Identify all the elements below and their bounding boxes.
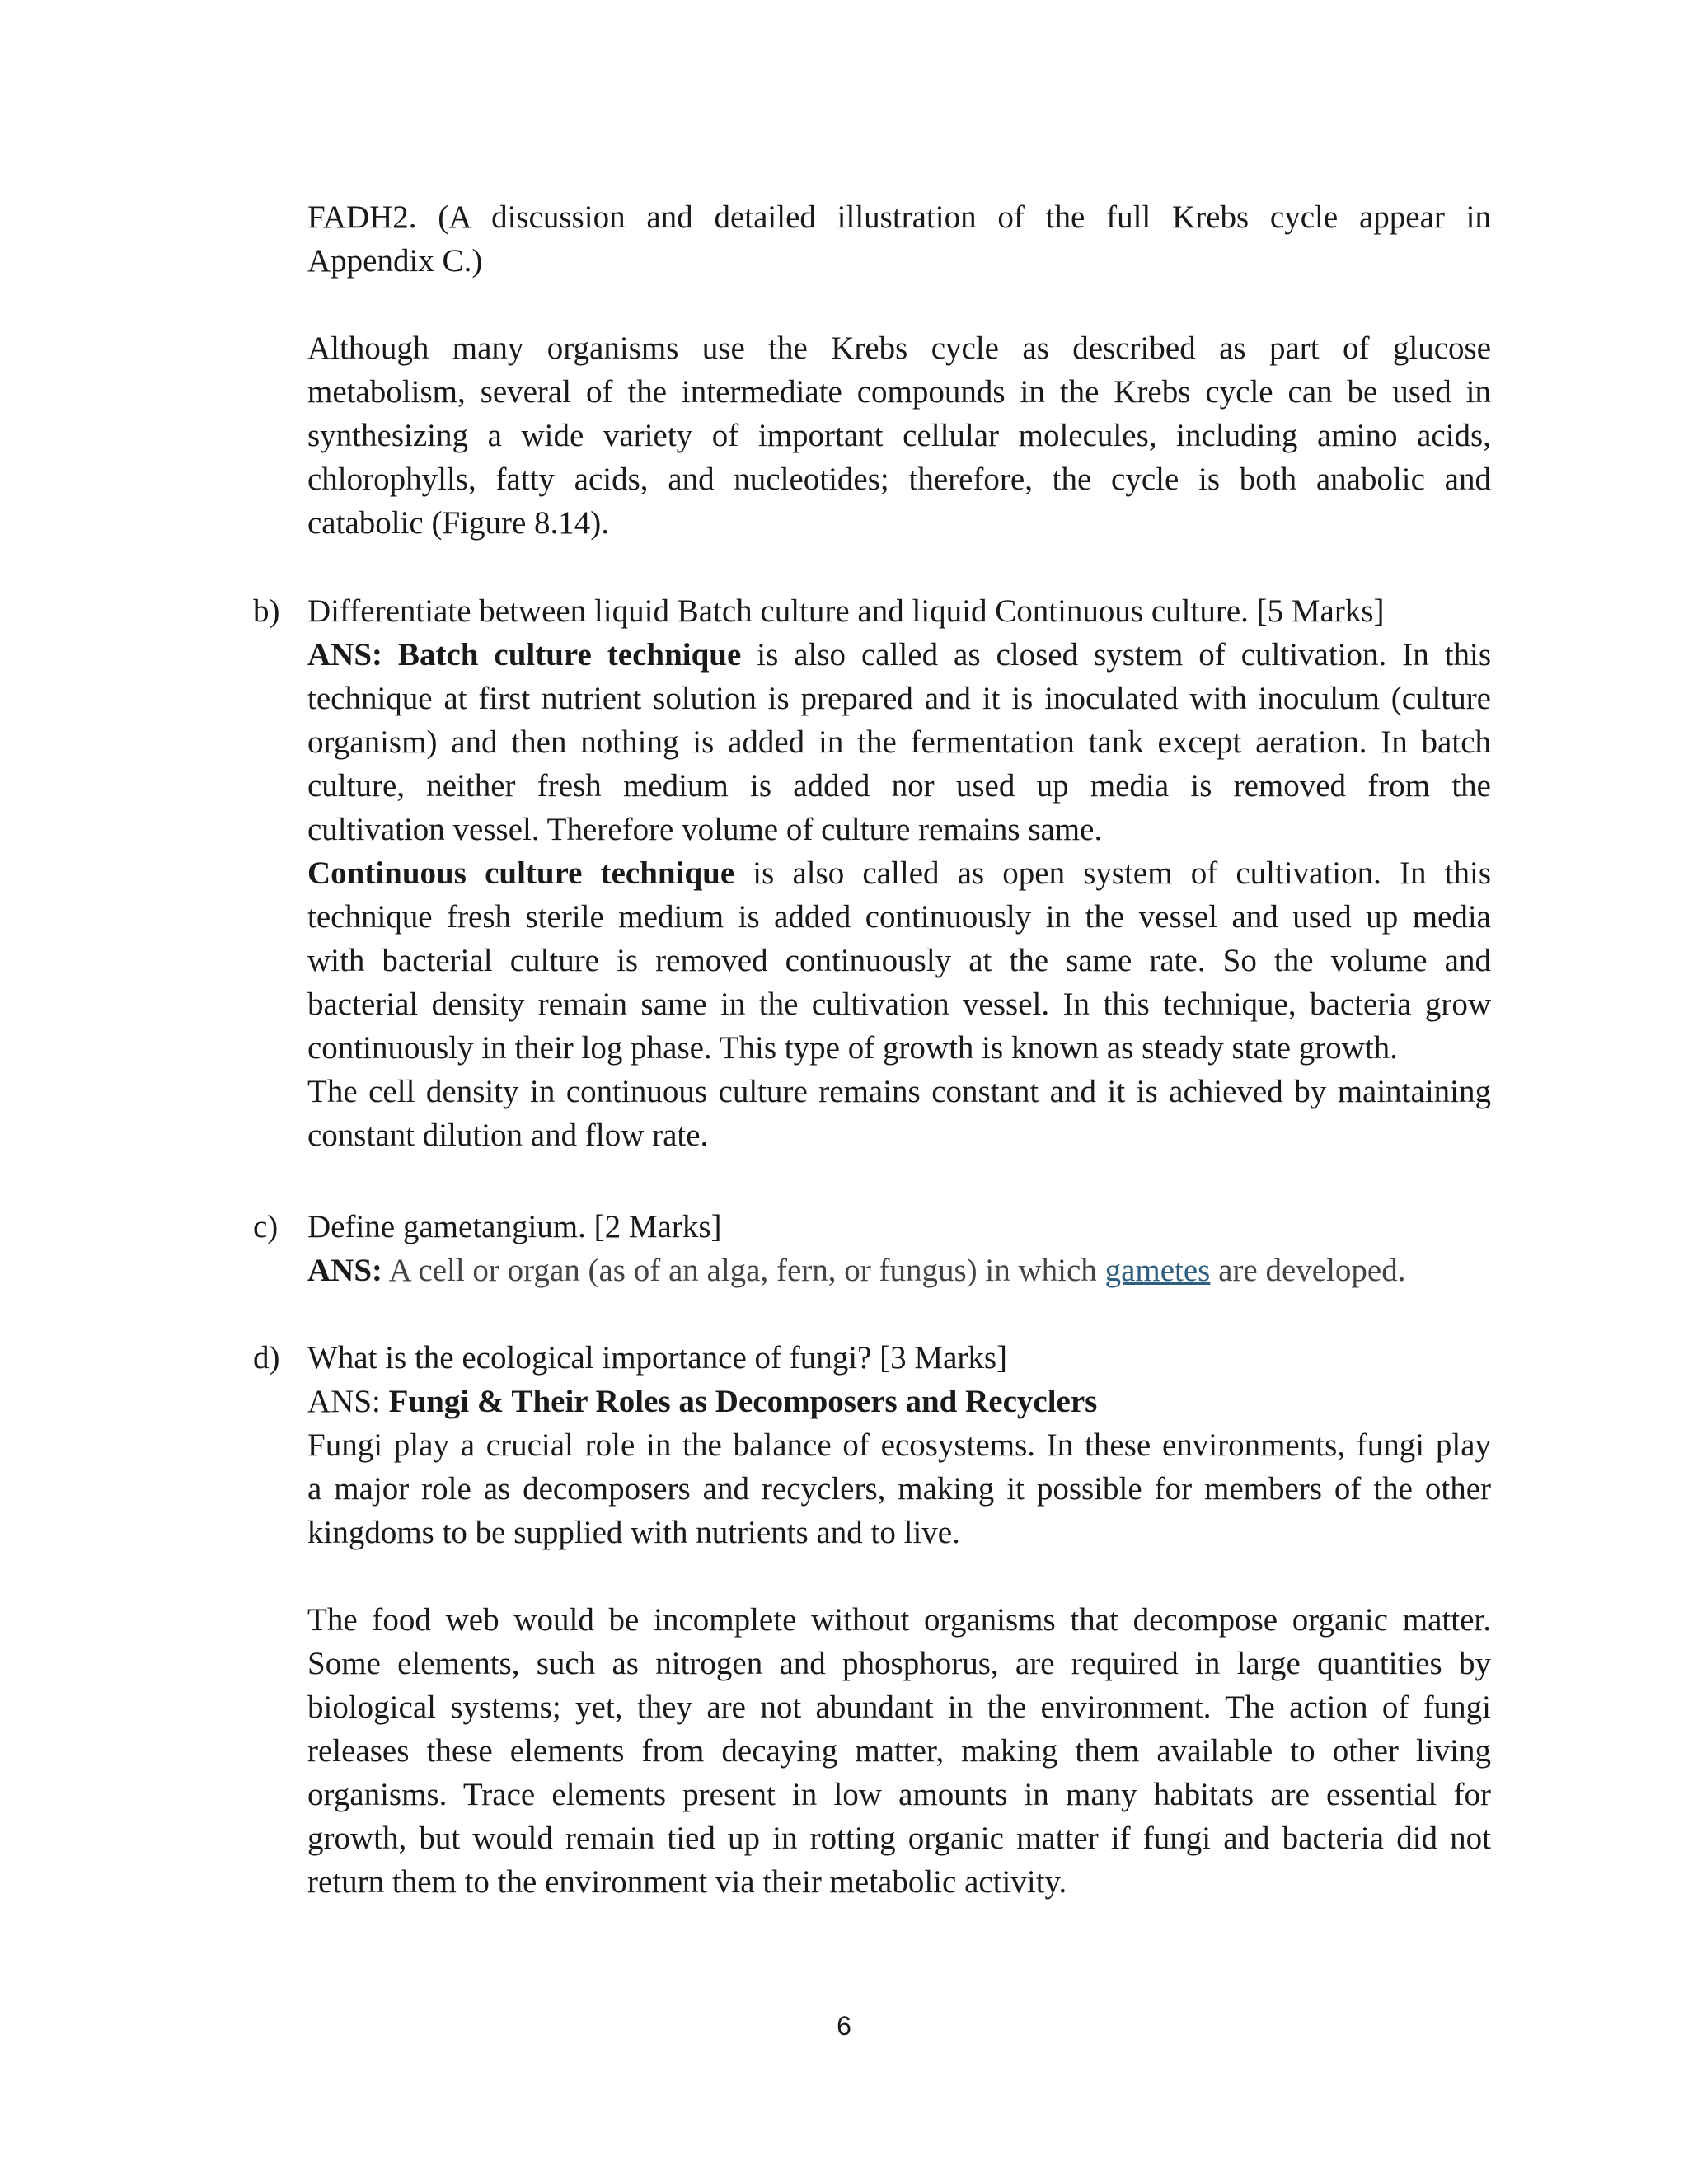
page-number: 6 — [837, 2011, 851, 2041]
text-line: releases these elements from decaying matter, making them available to other living — [307, 1733, 1491, 1769]
ans-label: ANS: — [307, 1253, 383, 1288]
continuous-first-rest: is also called as open system of cultivation. In this — [753, 855, 1491, 891]
question-marker-c: c) — [253, 1209, 279, 1244]
text-line: metabolism, several of the intermediate compounds in the Krebs cycle can be used in — [307, 374, 1491, 410]
text-line: culture, neither fresh medium is added nor used up media is removed from the — [307, 768, 1491, 804]
text-line: organisms. Trace elements present in low amounts in many habitats are essential for — [307, 1777, 1491, 1812]
text-line: kingdoms to be supplied with nutrients and to live. — [307, 1515, 960, 1550]
ans-label: ANS: — [307, 1384, 381, 1419]
question-text: Define gametangium. [2 Marks] — [307, 1209, 722, 1244]
text-line: Although many organisms use the Krebs cycle as described as part of glucose — [307, 330, 1491, 366]
batch-first-rest: is also called as closed system of cultivation. In this — [757, 637, 1492, 673]
text-line: continuously in their log phase. This type of growth is known as steady state growth. — [307, 1030, 1398, 1066]
text-line: a major role as decomposers and recyclers, making it possible for members of the other — [307, 1471, 1491, 1507]
text-line: bacterial density remain same in the cultivation vessel. In this technique, bacteria grow — [307, 987, 1491, 1022]
text-line: FADH2. (A discussion and detailed illustration of the full Krebs cycle appear in — [307, 199, 1491, 235]
gametes-link[interactable]: gametes — [1104, 1253, 1211, 1288]
text-line: organism) and then nothing is added in the fermentation tank except aeration. In batch — [307, 724, 1491, 760]
text-line: return them to the environment via their metabolic activity. — [307, 1864, 1067, 1900]
answer-heading-line — [307, 1380, 1491, 1423]
text-line: Fungi play a crucial role in the balance of ecosystems. In these environments, fungi play — [307, 1427, 1491, 1463]
text-line: biological systems; yet, they are not abundant in the environment. The action of fungi — [307, 1690, 1491, 1725]
continuous-culture-term: Continuous culture technique — [307, 855, 735, 891]
text-line: Appendix C.) — [307, 243, 483, 279]
continuous-first-line — [307, 851, 1491, 895]
batch-culture-term: Batch culture technique — [397, 637, 742, 673]
text-line: chlorophylls, fatty acids, and nucleotides; therefore, the cycle is both anabolic and — [307, 462, 1491, 497]
text-line: with bacterial culture is removed continuously at the same rate. So the volume and — [307, 943, 1491, 978]
question-c — [307, 1205, 1491, 1292]
text-line: catabolic (Figure 8.14). — [307, 505, 610, 541]
question-text: What is the ecological importance of fungi? [3 Marks] — [307, 1340, 1008, 1376]
answer-heading: Fungi & Their Roles as Decomposers and Recyclers — [388, 1384, 1098, 1419]
intro-paragraph — [307, 195, 1491, 283]
text-line: growth, but would remain tied up in rotting organic matter if fungi and bacteria did not — [307, 1821, 1491, 1856]
answer-text: A cell or organ (as of an alga, fern, or fungus) in which — [388, 1253, 1097, 1288]
question-marker-d: d) — [253, 1340, 280, 1376]
text-line: synthesizing a wide variety of important cellular molecules, including amino acids, — [307, 418, 1491, 453]
question-d — [307, 1336, 1491, 1554]
text-line: The food web would be incomplete without organisms that decompose organic matter. — [307, 1602, 1491, 1638]
text-line: cultivation vessel. Therefore volume of culture remains same. — [307, 812, 1103, 847]
fungi-paragraph-2 — [307, 1598, 1491, 1904]
answer-text-end: are developed. — [1218, 1253, 1406, 1288]
text-line: technique fresh sterile medium is added continuously in the vessel and used up media — [307, 899, 1491, 935]
ans-label: ANS: — [307, 637, 383, 673]
text-line: constant dilution and flow rate. — [307, 1118, 709, 1153]
answer-line — [307, 1249, 1491, 1292]
question-b — [307, 589, 1491, 1157]
text-line: Some elements, such as nitrogen and phosphorus, are required in large quantities by — [307, 1646, 1491, 1681]
question-marker-b: b) — [253, 593, 280, 629]
answer-first-line — [307, 633, 1491, 677]
text-line: The cell density in continuous culture remains constant and it is achieved by maintaining — [307, 1074, 1491, 1109]
text-line: technique at first nutrient solution is prepared and it is inoculated with inoculum (culture — [307, 681, 1491, 716]
question-text: Differentiate between liquid Batch culture and liquid Continuous culture. [5 Marks] — [307, 593, 1385, 629]
krebs-paragraph — [307, 326, 1491, 545]
